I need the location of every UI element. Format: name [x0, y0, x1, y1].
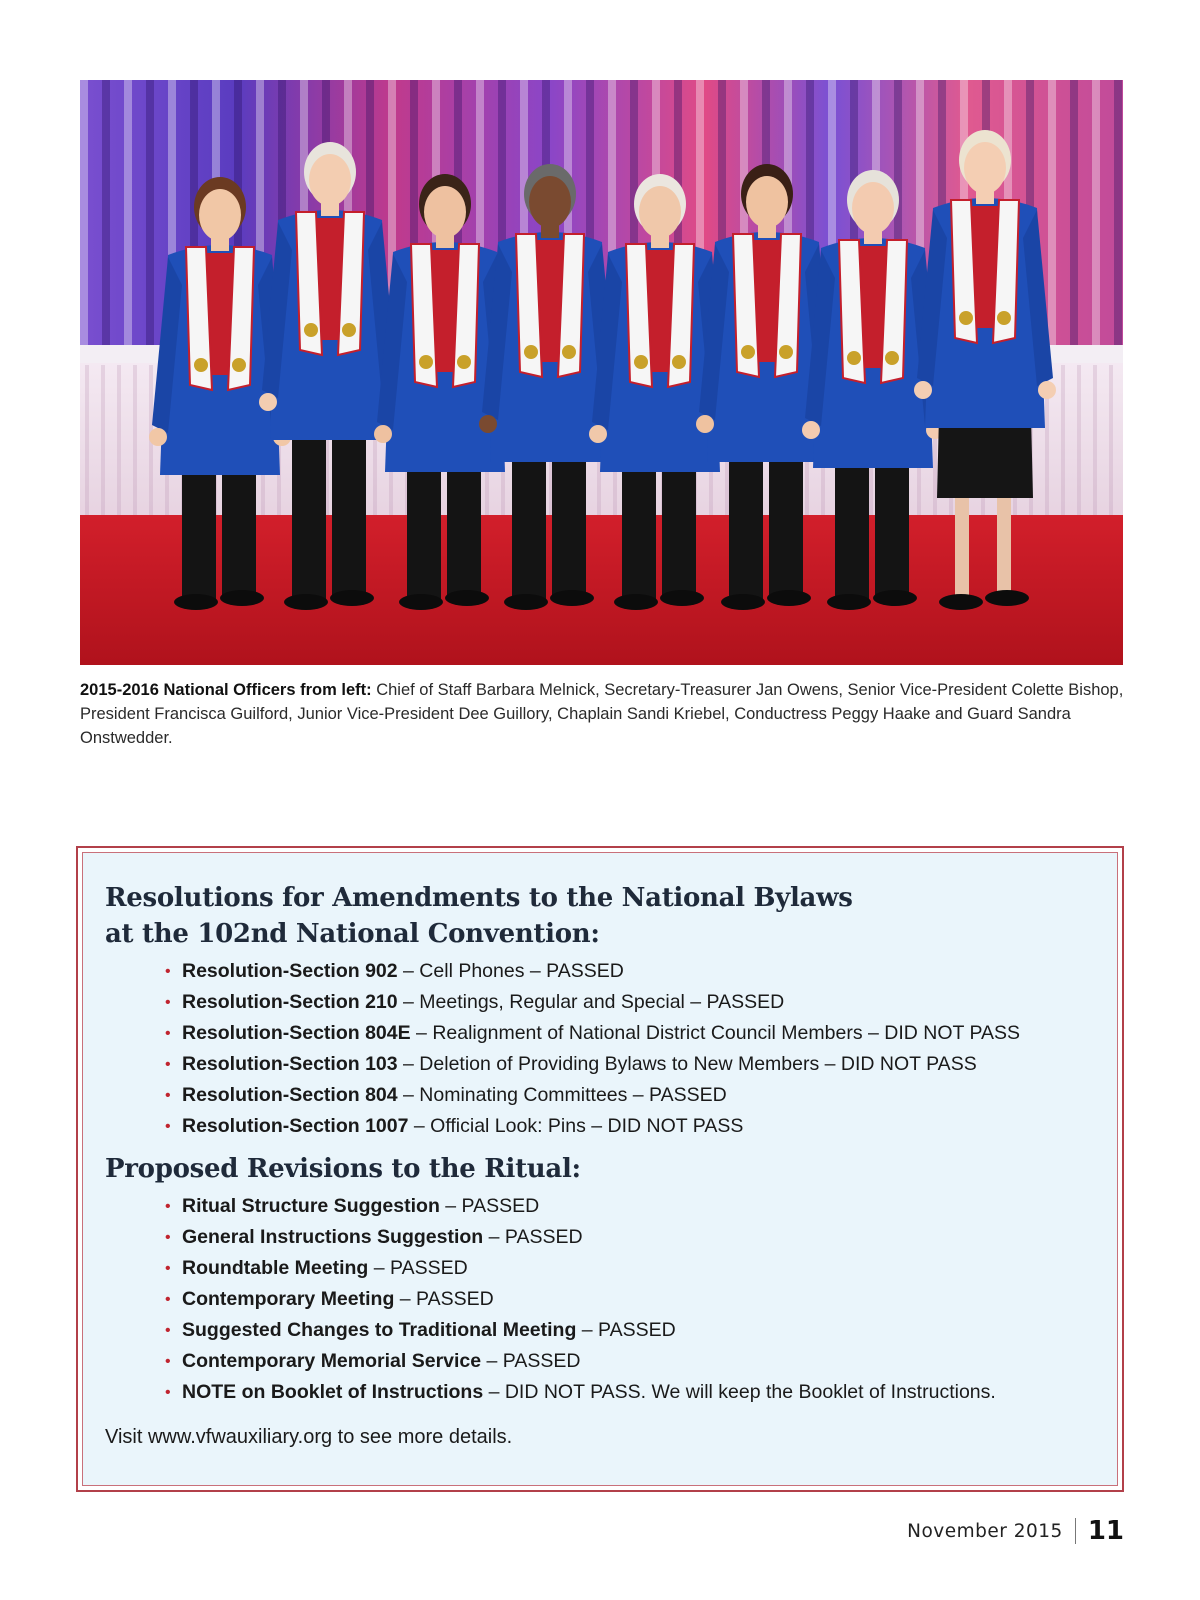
list-item	[165, 956, 1085, 987]
list-item	[165, 1253, 1085, 1284]
list-item	[165, 987, 1085, 1018]
list-item	[165, 1377, 1085, 1408]
item-rest: – PASSED	[394, 1288, 494, 1310]
bullet-icon: •	[165, 1322, 171, 1339]
item-rest: – Realignment of National District Council Members – DID NOT PASS	[410, 1022, 1021, 1044]
resolutions-list	[105, 956, 1085, 1142]
bullet-icon: •	[165, 1025, 171, 1042]
item-bold: Ritual Structure Suggestion	[182, 1195, 440, 1217]
officers-photo-image	[80, 80, 1123, 665]
list-item	[165, 1018, 1085, 1049]
list-item	[165, 1111, 1085, 1142]
page-footer	[907, 1516, 1124, 1546]
item-bold: Resolution-Section 1007	[182, 1115, 409, 1137]
list-item	[165, 1080, 1085, 1111]
page-number: 11	[1087, 1516, 1124, 1546]
bullet-icon: •	[165, 1384, 171, 1401]
resolutions-heading: Resolutions for Amendments to the National Bylaws at the 102nd National Convention:	[105, 883, 853, 949]
item-bold: NOTE on Booklet of Instructions	[182, 1381, 484, 1403]
item-bold: Contemporary Meeting	[182, 1288, 395, 1310]
item-bold: Resolution-Section 103	[182, 1053, 398, 1075]
item-bold: Roundtable Meeting	[182, 1257, 369, 1279]
item-rest: – Official Look: Pins – DID NOT PASS	[408, 1115, 744, 1137]
bullet-icon: •	[165, 963, 171, 980]
caption-lead: 2015-2016 National Officers from left:	[80, 681, 372, 699]
list-item	[165, 1346, 1085, 1377]
bullet-icon: •	[165, 1198, 171, 1215]
item-rest: – PASSED	[481, 1350, 581, 1372]
item-bold: Resolution-Section 210	[182, 991, 398, 1013]
item-rest: – Cell Phones – PASSED	[397, 960, 624, 982]
visit-website-text: Visit www.vfwauxiliary.org to see more details.	[105, 1426, 513, 1448]
bullet-icon: •	[165, 1118, 171, 1135]
item-bold: Resolution-Section 804	[182, 1084, 398, 1106]
photo-caption	[80, 678, 1125, 750]
item-bold: Suggested Changes to Traditional Meeting	[182, 1319, 577, 1341]
item-bold: Resolution-Section 902	[182, 960, 398, 982]
item-rest: – PASSED	[439, 1195, 540, 1217]
bullet-icon: •	[165, 1260, 171, 1277]
item-rest: – PASSED	[576, 1319, 676, 1341]
issue-date: November 2015	[907, 1520, 1063, 1542]
caption-text: Chief of Staff Barbara Melnick, Secretary-Treasurer Jan Owens, Senior Vice-President Colette Bishop, President Francisca Guilford, Junior Vice-President Dee Guillory, Chaplain Sandi Kriebel, Conductress Peggy Haake and Guard Sandra Onstwedder.	[80, 681, 1124, 747]
bullet-icon: •	[165, 1087, 171, 1104]
ritual-heading: Proposed Revisions to the Ritual:	[105, 1154, 581, 1184]
item-rest: – Meetings, Regular and Special – PASSED	[397, 991, 785, 1013]
list-item	[165, 1049, 1085, 1080]
item-rest: – PASSED	[368, 1257, 468, 1279]
item-bold: Resolution-Section 804E	[182, 1022, 411, 1044]
item-rest: – Nominating Committees – PASSED	[397, 1084, 727, 1106]
bullet-icon: •	[165, 1353, 171, 1370]
ritual-list	[105, 1191, 1085, 1408]
resolutions-content	[105, 880, 1085, 1451]
footer-divider	[1075, 1518, 1076, 1544]
list-item	[165, 1222, 1085, 1253]
bullet-icon: •	[165, 994, 171, 1011]
item-rest: – DID NOT PASS. We will keep the Booklet of Instructions.	[483, 1381, 996, 1403]
list-item	[165, 1284, 1085, 1315]
bullet-icon: •	[165, 1229, 171, 1246]
item-rest: – PASSED	[483, 1226, 583, 1248]
bullet-icon: •	[165, 1291, 171, 1308]
item-bold: General Instructions Suggestion	[182, 1226, 484, 1248]
item-rest: – Deletion of Providing Bylaws to New Members – DID NOT PASS	[397, 1053, 977, 1075]
bullet-icon: •	[165, 1056, 171, 1073]
item-bold: Contemporary Memorial Service	[182, 1350, 482, 1372]
list-item	[165, 1191, 1085, 1222]
list-item	[165, 1315, 1085, 1346]
officers-photo	[80, 80, 1123, 665]
